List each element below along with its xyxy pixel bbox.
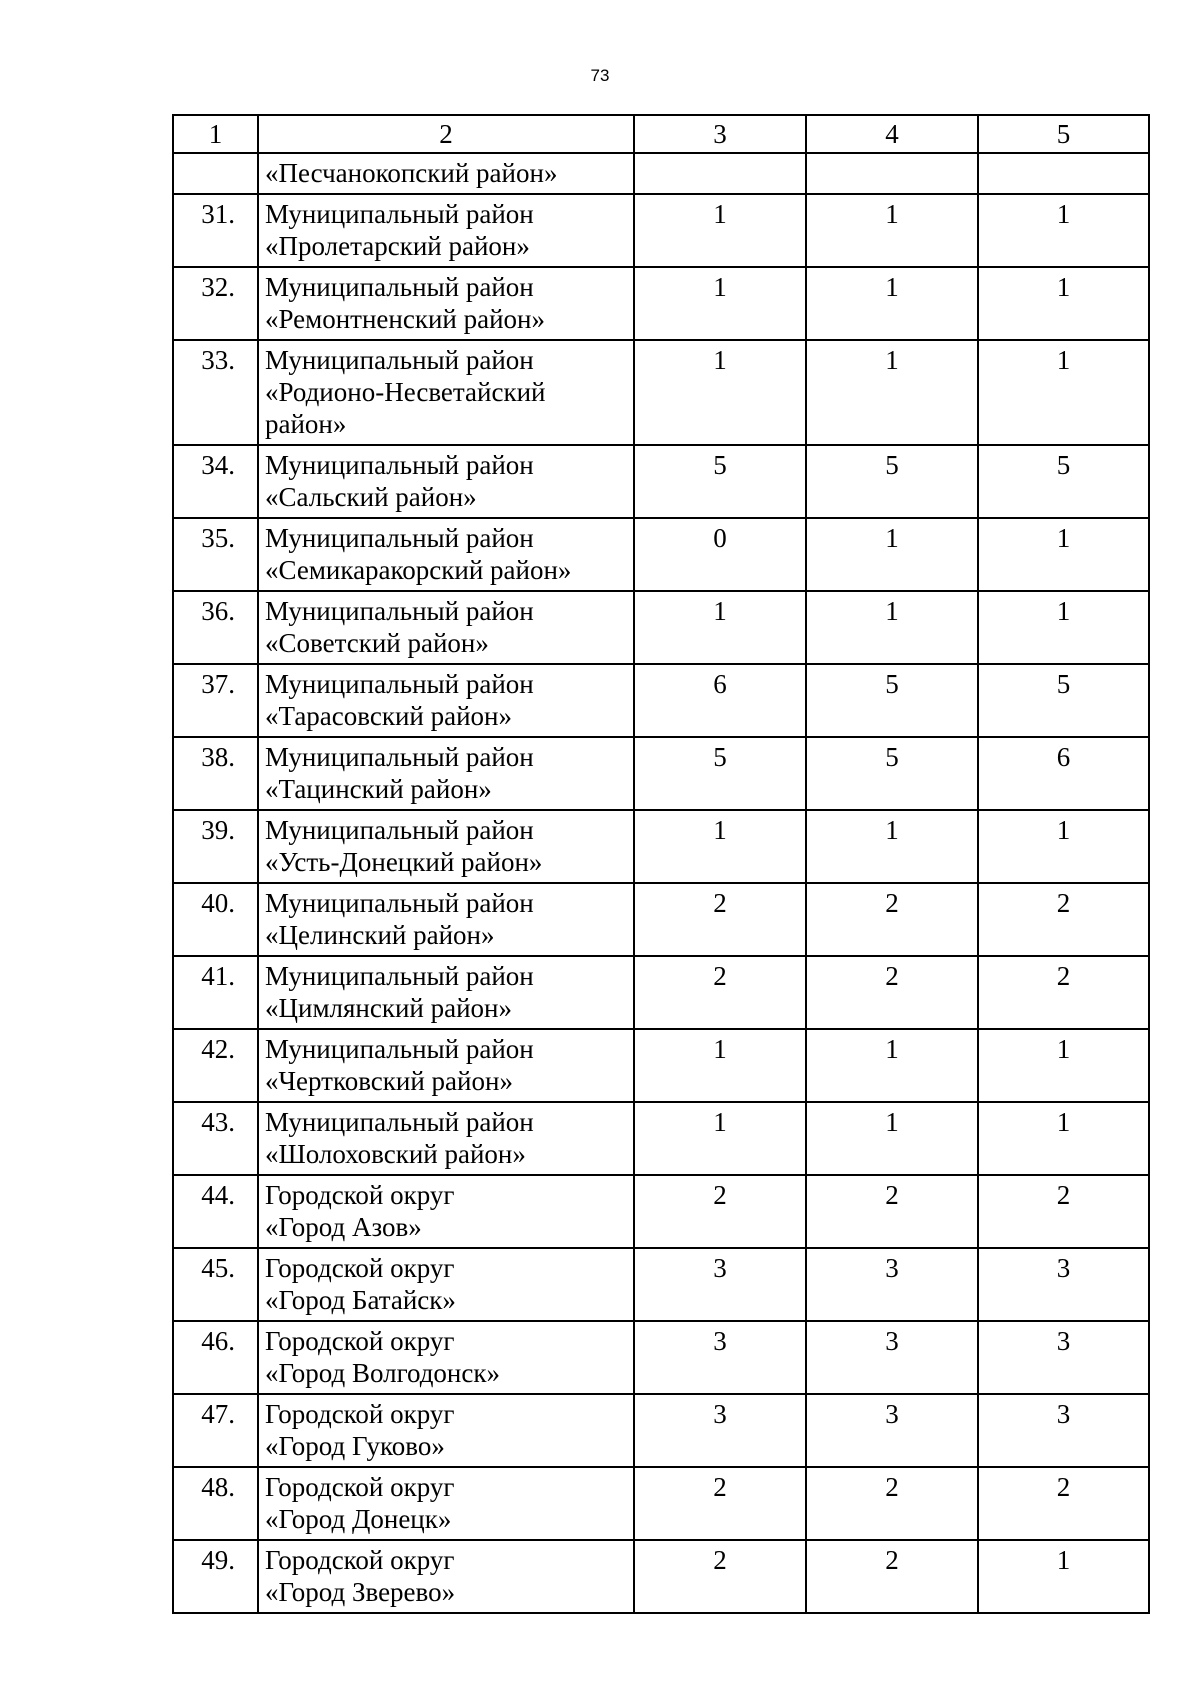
value-cell-c4: 5 — [806, 664, 978, 737]
row-number: 46. — [173, 1321, 258, 1394]
municipality-name-line: «Тацинский район» — [265, 774, 492, 804]
municipality-name — [258, 664, 634, 737]
value-cell-c3: 1 — [634, 267, 806, 340]
municipality-name — [258, 340, 634, 445]
value-cell-c4: 1 — [806, 591, 978, 664]
table-row — [173, 267, 1149, 340]
municipality-name — [258, 1248, 634, 1321]
value-cell-c4: 2 — [806, 883, 978, 956]
header-cell-1: 1 — [173, 115, 258, 153]
header-cell-2: 2 — [258, 115, 634, 153]
value-cell-c5: 1 — [978, 591, 1149, 664]
municipality-name — [258, 810, 634, 883]
value-cell-c5: 1 — [978, 518, 1149, 591]
value-cell-c5: 6 — [978, 737, 1149, 810]
row-number: 32. — [173, 267, 258, 340]
municipality-name-line: «Целинский район» — [265, 920, 495, 950]
value-cell-c4: 1 — [806, 1102, 978, 1175]
municipality-name-line: «Сальский район» — [265, 482, 477, 512]
value-cell-c4: 2 — [806, 1175, 978, 1248]
municipality-name-line: «Город Азов» — [265, 1212, 422, 1242]
row-number: 39. — [173, 810, 258, 883]
header-cell-4: 4 — [806, 115, 978, 153]
municipality-name — [258, 591, 634, 664]
table-row — [173, 1102, 1149, 1175]
value-cell-c3: 1 — [634, 810, 806, 883]
value-cell-c4: 1 — [806, 267, 978, 340]
value-cell-c5: 1 — [978, 1102, 1149, 1175]
value-cell-c5: 2 — [978, 956, 1149, 1029]
value-cell-c4: 2 — [806, 1467, 978, 1540]
value-cell-c5: 1 — [978, 1029, 1149, 1102]
municipality-name-line: Городской округ — [265, 1472, 455, 1502]
row-number: 37. — [173, 664, 258, 737]
row-number: 45. — [173, 1248, 258, 1321]
table-row — [173, 340, 1149, 445]
row-number: 49. — [173, 1540, 258, 1613]
municipality-name-line: «Тарасовский район» — [265, 701, 512, 731]
municipality-name-line: Муниципальный район — [265, 742, 534, 772]
municipality-name-line: Муниципальный район — [265, 669, 534, 699]
value-cell-c4: 1 — [806, 340, 978, 445]
row-number: 42. — [173, 1029, 258, 1102]
municipality-name-line: «Усть-Донецкий район» — [265, 847, 543, 877]
municipality-name — [258, 956, 634, 1029]
table-row — [173, 1467, 1149, 1540]
value-cell-c3: 2 — [634, 1467, 806, 1540]
value-cell-c3: 3 — [634, 1321, 806, 1394]
value-cell-c4 — [806, 153, 978, 194]
value-cell-c4: 5 — [806, 445, 978, 518]
value-cell-c3: 2 — [634, 1540, 806, 1613]
row-number: 44. — [173, 1175, 258, 1248]
value-cell-c3: 3 — [634, 1248, 806, 1321]
value-cell-c3: 5 — [634, 445, 806, 518]
value-cell-c3: 1 — [634, 591, 806, 664]
value-cell-c4: 1 — [806, 194, 978, 267]
municipality-name — [258, 518, 634, 591]
municipality-name-line: Муниципальный район — [265, 345, 534, 375]
table-header-row — [173, 115, 1149, 153]
table-row — [173, 153, 1149, 194]
row-number: 34. — [173, 445, 258, 518]
value-cell-c4: 1 — [806, 1029, 978, 1102]
municipality-name-line: Муниципальный район — [265, 888, 534, 918]
data-table — [172, 114, 1150, 1614]
value-cell-c5: 5 — [978, 445, 1149, 518]
municipality-name-line: «Город Батайск» — [265, 1285, 456, 1315]
row-number: 48. — [173, 1467, 258, 1540]
value-cell-c4: 3 — [806, 1394, 978, 1467]
municipality-name — [258, 1175, 634, 1248]
municipality-name-line: «Город Зверево» — [265, 1577, 456, 1607]
municipality-name-line: «Город Волгодонск» — [265, 1358, 500, 1388]
row-number: 40. — [173, 883, 258, 956]
municipality-name-line: Городской округ — [265, 1399, 455, 1429]
table-body — [173, 115, 1149, 1613]
table-row — [173, 810, 1149, 883]
municipality-name-line: район» — [265, 409, 347, 439]
value-cell-c5: 2 — [978, 883, 1149, 956]
municipality-name-line: Муниципальный район — [265, 815, 534, 845]
table-row — [173, 518, 1149, 591]
value-cell-c3: 2 — [634, 883, 806, 956]
value-cell-c4: 3 — [806, 1248, 978, 1321]
value-cell-c5: 3 — [978, 1394, 1149, 1467]
municipality-name-line: Городской округ — [265, 1545, 455, 1575]
municipality-name — [258, 267, 634, 340]
row-number: 36. — [173, 591, 258, 664]
row-number — [173, 153, 258, 194]
municipality-name-line: «Шолоховский район» — [265, 1139, 526, 1169]
municipality-name — [258, 883, 634, 956]
value-cell-c3: 1 — [634, 194, 806, 267]
table-row — [173, 1394, 1149, 1467]
municipality-name — [258, 194, 634, 267]
value-cell-c4: 3 — [806, 1321, 978, 1394]
value-cell-c3: 1 — [634, 1029, 806, 1102]
value-cell-c3: 6 — [634, 664, 806, 737]
value-cell-c5: 1 — [978, 194, 1149, 267]
municipality-name — [258, 153, 634, 194]
header-cell-5: 5 — [978, 115, 1149, 153]
table-row — [173, 1248, 1149, 1321]
municipality-name-line: Муниципальный район — [265, 596, 534, 626]
row-number: 47. — [173, 1394, 258, 1467]
municipality-name-line: Муниципальный район — [265, 523, 534, 553]
value-cell-c4: 2 — [806, 1540, 978, 1613]
municipality-name-line: Муниципальный район — [265, 272, 534, 302]
municipality-name-line: Муниципальный район — [265, 450, 534, 480]
value-cell-c5: 1 — [978, 1540, 1149, 1613]
table-row — [173, 1540, 1149, 1613]
value-cell-c5: 2 — [978, 1175, 1149, 1248]
municipality-name-line: Городской округ — [265, 1180, 455, 1210]
table-row — [173, 737, 1149, 810]
header-cell-3: 3 — [634, 115, 806, 153]
value-cell-c3: 1 — [634, 1102, 806, 1175]
municipality-name-line: «Город Донецк» — [265, 1504, 452, 1534]
value-cell-c3: 5 — [634, 737, 806, 810]
municipality-name — [258, 1321, 634, 1394]
municipality-name-line: «Песчанокопский район» — [265, 158, 558, 188]
municipality-name — [258, 1029, 634, 1102]
municipality-name — [258, 737, 634, 810]
value-cell-c3 — [634, 153, 806, 194]
row-number: 43. — [173, 1102, 258, 1175]
value-cell-c4: 1 — [806, 810, 978, 883]
municipality-name — [258, 1394, 634, 1467]
table-row — [173, 956, 1149, 1029]
municipality-name-line: Муниципальный район — [265, 1107, 534, 1137]
municipality-name-line: Городской округ — [265, 1253, 455, 1283]
value-cell-c4: 5 — [806, 737, 978, 810]
row-number: 41. — [173, 956, 258, 1029]
value-cell-c5: 2 — [978, 1467, 1149, 1540]
value-cell-c5: 3 — [978, 1321, 1149, 1394]
municipality-name-line: Муниципальный район — [265, 1034, 534, 1064]
table-row — [173, 445, 1149, 518]
table-row — [173, 1175, 1149, 1248]
table-row — [173, 1029, 1149, 1102]
municipality-name-line: «Родионо-Несветайский — [265, 377, 546, 407]
municipality-name — [258, 445, 634, 518]
table-row — [173, 883, 1149, 956]
value-cell-c5: 5 — [978, 664, 1149, 737]
municipality-name — [258, 1540, 634, 1613]
municipality-name-line: «Город Гуково» — [265, 1431, 445, 1461]
value-cell-c5: 1 — [978, 340, 1149, 445]
municipality-name-line: Муниципальный район — [265, 199, 534, 229]
value-cell-c3: 0 — [634, 518, 806, 591]
table-row — [173, 194, 1149, 267]
row-number: 31. — [173, 194, 258, 267]
row-number: 35. — [173, 518, 258, 591]
municipality-name-line: «Цимлянский район» — [265, 993, 513, 1023]
municipality-name-line: Городской округ — [265, 1326, 455, 1356]
value-cell-c5: 1 — [978, 267, 1149, 340]
value-cell-c3: 2 — [634, 1175, 806, 1248]
table-row — [173, 664, 1149, 737]
municipality-name — [258, 1102, 634, 1175]
municipality-name-line: «Советский район» — [265, 628, 489, 658]
municipality-name — [258, 1467, 634, 1540]
value-cell-c5: 1 — [978, 810, 1149, 883]
page-number: 73 — [590, 66, 610, 85]
table-row — [173, 1321, 1149, 1394]
value-cell-c5 — [978, 153, 1149, 194]
municipality-name-line: Муниципальный район — [265, 961, 534, 991]
municipality-name-line: «Пролетарский район» — [265, 231, 530, 261]
value-cell-c3: 3 — [634, 1394, 806, 1467]
municipality-name-line: «Ремонтненский район» — [265, 304, 545, 334]
row-number: 38. — [173, 737, 258, 810]
value-cell-c5: 3 — [978, 1248, 1149, 1321]
row-number: 33. — [173, 340, 258, 445]
value-cell-c4: 1 — [806, 518, 978, 591]
municipality-name-line: «Чертковский район» — [265, 1066, 513, 1096]
table-row — [173, 591, 1149, 664]
value-cell-c3: 1 — [634, 340, 806, 445]
municipality-name-line: «Семикаракорский район» — [265, 555, 572, 585]
value-cell-c3: 2 — [634, 956, 806, 1029]
value-cell-c4: 2 — [806, 956, 978, 1029]
